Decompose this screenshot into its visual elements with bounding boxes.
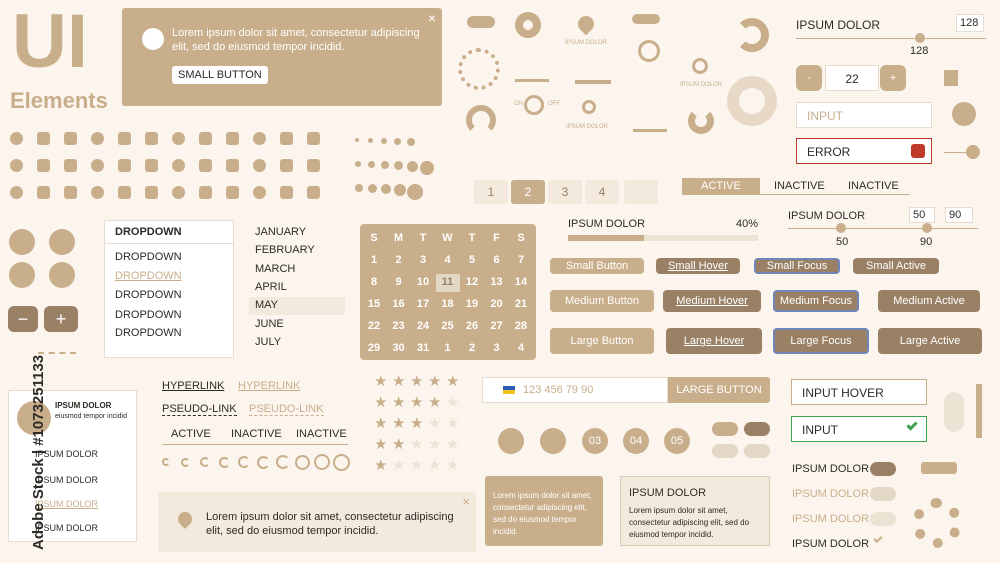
grid-icon[interactable] xyxy=(10,132,23,145)
tab-top-active[interactable]: ACTIVE xyxy=(682,178,760,194)
moon-loader-icon xyxy=(238,456,250,468)
star-icon[interactable]: ★ xyxy=(428,373,442,390)
moon-loader-icon xyxy=(162,458,170,466)
large-button-active[interactable]: Large Active xyxy=(878,328,982,354)
slider-top-track[interactable] xyxy=(796,38,986,39)
month-item[interactable]: JUNE xyxy=(255,317,284,330)
star-icon[interactable] xyxy=(307,186,320,199)
star-icon[interactable]: ★ xyxy=(428,415,442,432)
calendar-weekday: T xyxy=(468,232,476,244)
input-hover[interactable]: INPUT HOVER xyxy=(791,379,927,405)
toggle-label-1: IPSUM DOLOR xyxy=(792,463,870,475)
loader-moons xyxy=(162,454,362,474)
star-icon[interactable]: ★ xyxy=(392,415,406,432)
list-title: IPSUM DOLOR xyxy=(55,401,112,410)
progress-dot xyxy=(368,138,373,143)
stepper-minus-button[interactable]: - xyxy=(796,65,822,91)
ring-loader-icon xyxy=(466,105,496,135)
calendar-day[interactable]: 11 xyxy=(436,274,460,292)
moon-loader-icon xyxy=(257,456,270,469)
range-thumb-hi[interactable] xyxy=(922,223,932,233)
calendar-day[interactable]: 1 xyxy=(444,342,451,354)
calendar-day[interactable]: 10 xyxy=(416,276,430,288)
step-check-2[interactable] xyxy=(540,428,566,454)
table-icon[interactable] xyxy=(64,132,77,145)
camera-button[interactable] xyxy=(49,262,75,288)
range-max-input[interactable]: 90 xyxy=(945,207,973,223)
sunburst-loader-icon xyxy=(912,498,962,548)
calendar-day[interactable]: 13 xyxy=(490,276,503,288)
bag-icon[interactable] xyxy=(118,186,131,199)
error-input[interactable]: ERROR xyxy=(796,138,932,164)
moon-loader-icon xyxy=(295,455,310,470)
tab-bottom-active[interactable]: ACTIVE xyxy=(171,428,211,440)
calendar-day[interactable]: 12 xyxy=(465,276,479,288)
large-button-focus[interactable]: Large Focus xyxy=(773,328,869,354)
grid-button[interactable] xyxy=(9,262,35,288)
page-3[interactable]: 3 xyxy=(548,180,582,204)
tooltip-1-text: Lorem ipsum dolor sit amet, consectetur adipiscing elit, sed do eiusmod tempor incidid. xyxy=(493,491,592,536)
progress-dot xyxy=(407,161,418,172)
calendar-day[interactable]: 2 xyxy=(395,254,402,266)
calendar-day[interactable]: 24 xyxy=(416,320,430,332)
dropdown-item[interactable]: DROPDOWN xyxy=(115,309,182,321)
star-icon[interactable]: ★ xyxy=(374,394,388,411)
sun-icon[interactable] xyxy=(280,159,293,172)
phone-input[interactable] xyxy=(482,377,668,403)
toggle-2[interactable] xyxy=(870,487,896,501)
range-thumb-lo[interactable] xyxy=(836,223,846,233)
location-pin-icon xyxy=(575,13,598,36)
calendar-day[interactable]: 19 xyxy=(465,298,479,310)
close-icon[interactable]: × xyxy=(427,10,436,26)
calendar-day[interactable]: 27 xyxy=(490,320,503,332)
close-x-icon[interactable] xyxy=(280,186,293,199)
toggle-small-3[interactable] xyxy=(712,444,738,458)
progress-dot xyxy=(355,184,363,192)
alert-top-text: Lorem ipsum dolor sit amet, consectetur adipiscing elit, sed do eiusmod tempor incidid. xyxy=(172,27,420,53)
month-item[interactable]: JULY xyxy=(255,335,282,348)
star-icon[interactable]: ★ xyxy=(410,394,424,411)
slider-top-value-input[interactable]: 128 xyxy=(956,14,984,32)
progress-dot xyxy=(394,161,403,170)
tooltip-2 xyxy=(620,476,770,546)
tooltip-2-title: IPSUM DOLOR xyxy=(629,487,707,499)
hyperlink-visited[interactable]: HYPERLINK xyxy=(238,380,301,392)
calendar-day[interactable]: 15 xyxy=(367,298,381,310)
cart-icon[interactable] xyxy=(226,159,239,172)
chevron-right-icon[interactable] xyxy=(172,132,185,145)
input-field[interactable]: INPUT xyxy=(796,102,932,128)
tab-bottom-inactive-1[interactable]: INACTIVE xyxy=(231,428,282,440)
pie-icon xyxy=(727,76,777,126)
range-track[interactable] xyxy=(788,228,978,229)
month-list xyxy=(249,224,345,354)
location-icon xyxy=(175,509,195,529)
slider-top-label: IPSUM DOLOR xyxy=(796,18,881,32)
list-item-hover[interactable]: IPSUM DOLOR xyxy=(35,499,99,509)
flag-icon[interactable] xyxy=(10,186,23,199)
close-icon[interactable] xyxy=(118,159,131,172)
camera-icon[interactable] xyxy=(64,159,77,172)
title-ui: UI xyxy=(12,0,88,84)
half-donut-icon xyxy=(688,108,714,134)
toggle-3[interactable] xyxy=(870,512,896,526)
mail-icon[interactable] xyxy=(199,159,212,172)
check-icon[interactable] xyxy=(172,186,185,199)
dropdown-header[interactable]: DROPDOWN xyxy=(115,226,182,238)
toggle-small-2[interactable] xyxy=(744,422,770,436)
moon-loader-icon xyxy=(276,455,290,469)
vertical-stepper[interactable] xyxy=(944,392,964,432)
dropdown-item[interactable]: DROPDOWN xyxy=(115,289,182,301)
tab-top-inactive-1[interactable]: INACTIVE xyxy=(774,180,825,192)
calendar-day[interactable]: 28 xyxy=(514,320,528,332)
star-icon[interactable]: ★ xyxy=(374,457,388,474)
flag-icon xyxy=(503,386,515,394)
hyperlink[interactable]: HYPERLINK xyxy=(162,380,225,392)
gear-icon[interactable] xyxy=(307,132,320,145)
calendar-day[interactable]: 18 xyxy=(441,298,454,310)
settings-icon[interactable] xyxy=(280,132,293,145)
calendar-day[interactable]: 31 xyxy=(416,342,430,354)
tooltip-1 xyxy=(485,476,603,546)
dropdown-item[interactable]: DROPDOWN xyxy=(115,327,182,339)
tab-bottom-inactive-2[interactable]: INACTIVE xyxy=(296,428,347,440)
toggle-1[interactable] xyxy=(870,462,896,476)
phone-icon[interactable] xyxy=(226,186,239,199)
slider-top-readout: 128 xyxy=(910,45,929,57)
step-03[interactable]: 03 xyxy=(582,428,608,454)
toggle-on-label: ON xyxy=(514,101,523,107)
star-icon[interactable]: ★ xyxy=(410,373,424,390)
pseudo-link-visited[interactable]: PSEUDO-LINK xyxy=(249,403,324,415)
plus-button[interactable]: + xyxy=(44,306,78,332)
star-icon[interactable]: ★ xyxy=(374,436,388,453)
search-icon[interactable] xyxy=(145,159,158,172)
minus-button[interactable]: − xyxy=(8,306,38,332)
menu-icon[interactable] xyxy=(91,132,104,145)
page-4[interactable]: 4 xyxy=(585,180,619,204)
star-icon[interactable]: ★ xyxy=(410,457,424,474)
progress-fill xyxy=(568,235,644,241)
calendar xyxy=(360,224,536,360)
calendar-day[interactable]: 9 xyxy=(395,276,402,288)
vertical-scrollbar[interactable] xyxy=(976,384,982,438)
progress-dot xyxy=(420,161,434,175)
progress-dot xyxy=(394,184,406,196)
star-icon[interactable]: ★ xyxy=(374,373,388,390)
toggle-off-label: OFF xyxy=(548,101,560,107)
calendar-weekday: W xyxy=(442,232,453,244)
alert-bottom-text: Lorem ipsum dolor sit amet, consectetur adipiscing elit, sed do eiusmod tempor incidid. xyxy=(206,511,454,537)
progress-value: 40% xyxy=(736,218,759,230)
large-button[interactable]: LARGE BUTTON xyxy=(668,377,770,403)
medium-button-default[interactable]: Medium Button xyxy=(550,290,654,312)
moon-loader-icon xyxy=(200,457,210,467)
large-button-default[interactable]: Large Button xyxy=(550,328,654,354)
calendar-day[interactable]: 29 xyxy=(367,342,381,354)
donut-chart-icon xyxy=(515,12,541,38)
calendar-weekday: F xyxy=(493,232,500,244)
watermark: Adobe Stock | #1073251133 xyxy=(30,354,47,550)
list-sub: eiusmod tempor incidid xyxy=(55,413,127,420)
medium-button-focus[interactable]: Medium Focus xyxy=(773,290,859,312)
slider-top-thumb[interactable] xyxy=(915,33,925,43)
progress-label: IPSUM DOLOR xyxy=(568,218,646,230)
alarm-icon[interactable] xyxy=(199,186,212,199)
month-item[interactable]: APRIL xyxy=(255,280,287,293)
add-icon[interactable] xyxy=(64,186,77,199)
progress-dot xyxy=(381,161,389,169)
calendar-day[interactable]: 26 xyxy=(465,320,479,332)
list-item[interactable]: IPSUM DOLOR xyxy=(35,449,99,459)
progress-dot xyxy=(381,184,391,194)
stats-icon[interactable] xyxy=(172,159,185,172)
progress-dot xyxy=(368,161,375,168)
error-icon xyxy=(911,144,925,158)
mini-slider-thumb[interactable] xyxy=(966,145,980,159)
step-check-1[interactable] xyxy=(498,428,524,454)
tooltip-2-text: Lorem ipsum dolor sit amet, consectetur adipiscing elit, sed do eiusmod tempor incidid. xyxy=(629,506,750,539)
location-icon xyxy=(692,58,708,74)
lock-icon[interactable] xyxy=(145,186,158,199)
heart-button[interactable] xyxy=(9,229,35,255)
medium-button-hover[interactable]: Medium Hover xyxy=(663,290,761,312)
small-button-focus[interactable]: Small Focus xyxy=(754,258,840,274)
radial-gauge-icon xyxy=(735,18,769,52)
pin-icon xyxy=(582,100,596,114)
star-icon[interactable]: ★ xyxy=(428,436,442,453)
small-button-hover[interactable]: Small Hover xyxy=(656,258,740,274)
stepper-value[interactable]: 22 xyxy=(825,65,879,91)
calendar-day[interactable]: 1 xyxy=(370,254,378,266)
tab-top-inactive-2[interactable]: INACTIVE xyxy=(848,180,899,192)
star-ratings xyxy=(374,372,469,482)
wrench-icon[interactable] xyxy=(253,159,266,172)
heart-icon[interactable] xyxy=(253,132,266,145)
calendar-weekday: S xyxy=(517,232,525,244)
star-icon[interactable]: ★ xyxy=(392,394,406,411)
bar-chart-icon xyxy=(515,58,549,82)
pseudo-link[interactable]: PSEUDO-LINK xyxy=(162,403,237,415)
small-button-default[interactable]: Small Button xyxy=(550,258,644,274)
calendar-day[interactable]: 2 xyxy=(468,342,476,354)
page-1[interactable]: 1 xyxy=(474,180,508,204)
input-valid[interactable]: INPUT xyxy=(791,416,927,442)
mobile-icon[interactable] xyxy=(253,186,266,199)
calendar-day[interactable]: 20 xyxy=(490,298,503,310)
star-icon[interactable]: ★ xyxy=(446,415,460,432)
calendar-day[interactable]: 14 xyxy=(514,276,528,288)
list-item[interactable]: IPSUM DOLOR xyxy=(35,475,99,485)
month-item[interactable]: MARCH xyxy=(255,262,296,275)
calendar-day[interactable]: 4 xyxy=(444,254,451,266)
close-icon[interactable]: × xyxy=(462,494,470,509)
star-icon[interactable]: ★ xyxy=(446,457,460,474)
spinner-label-2: IPSUM DOLOR xyxy=(566,124,609,130)
calendar-day[interactable]: 22 xyxy=(367,320,381,332)
list-icon[interactable] xyxy=(37,132,50,145)
toggle-label-3: IPSUM DOLOR xyxy=(792,513,870,525)
moon-loader-icon xyxy=(314,454,330,470)
calendar-weekday: T xyxy=(419,232,427,244)
alert-bottom xyxy=(158,492,476,552)
step-04[interactable]: 04 xyxy=(623,428,649,454)
toggle-label-2: IPSUM DOLOR xyxy=(792,488,870,500)
star-icon[interactable]: ★ xyxy=(410,436,424,453)
small-button[interactable]: SMALL BUTTON xyxy=(172,66,268,84)
progress-dot xyxy=(407,184,423,200)
month-item[interactable]: JANUARY xyxy=(255,226,307,238)
toggle-label-4: IPSUM DOLOR xyxy=(792,538,870,550)
puzzle-icon[interactable] xyxy=(307,159,320,172)
tabs-top xyxy=(682,178,912,196)
progress-dot xyxy=(381,138,387,144)
moon-loader-icon xyxy=(181,458,190,467)
medium-button-active[interactable]: Medium Active xyxy=(878,290,980,312)
star-icon[interactable]: ★ xyxy=(410,415,424,432)
progress-bar xyxy=(568,235,758,241)
spinner-label-1: IPSUM DOLOR xyxy=(565,40,608,46)
month-item[interactable]: MAY xyxy=(249,297,345,315)
loader-circles-icon xyxy=(458,48,500,90)
calendar-day[interactable]: 25 xyxy=(441,320,454,332)
toggle-switch-wide[interactable] xyxy=(921,462,957,474)
calendar-day[interactable]: 16 xyxy=(392,298,405,310)
undo-icon[interactable] xyxy=(226,132,239,145)
range-hi-readout: 90 xyxy=(920,236,933,248)
map-pin-icon xyxy=(575,62,611,84)
progress-dot xyxy=(394,138,401,145)
more-icon[interactable] xyxy=(952,102,976,126)
small-button-active[interactable]: Small Active xyxy=(853,258,939,274)
star-icon[interactable]: ★ xyxy=(392,457,406,474)
range-min-input[interactable]: 50 xyxy=(909,207,935,223)
range-lo-readout: 50 xyxy=(836,236,849,248)
progress-dots xyxy=(355,138,445,198)
calendar-day[interactable]: 6 xyxy=(493,254,500,266)
page-2[interactable]: 2 xyxy=(511,180,545,204)
alert-top xyxy=(122,8,442,106)
checkbox-icon[interactable] xyxy=(873,534,882,543)
range-label: IPSUM DOLOR xyxy=(788,210,866,222)
calendar-day[interactable]: 17 xyxy=(416,298,430,310)
step-05[interactable]: 05 xyxy=(664,428,690,454)
stepper-plus-button[interactable]: + xyxy=(880,65,906,91)
chevron-down-icon[interactable] xyxy=(199,132,212,145)
calendar-day[interactable]: 23 xyxy=(392,320,405,332)
star-icon[interactable]: ★ xyxy=(446,436,460,453)
calendar-day[interactable]: 7 xyxy=(517,254,525,266)
dropdown[interactable] xyxy=(104,220,234,358)
dropdown-item[interactable]: DROPDOWN xyxy=(115,251,182,263)
large-button-hover[interactable]: Large Hover xyxy=(666,328,762,354)
button-grid xyxy=(548,258,988,358)
calendar-day[interactable]: 8 xyxy=(370,276,378,288)
next-page-icon[interactable] xyxy=(624,180,658,204)
title-elements: Elements xyxy=(10,88,108,113)
star-icon[interactable]: ★ xyxy=(392,436,406,453)
star-icon[interactable]: ★ xyxy=(428,394,442,411)
spinner-label-3: IPSUM DOLOR xyxy=(680,82,723,88)
user-button[interactable] xyxy=(49,229,75,255)
progress-dot xyxy=(407,138,415,146)
calendar-weekday: S xyxy=(370,232,378,244)
progress-dot xyxy=(355,161,361,167)
star-icon[interactable]: ★ xyxy=(374,415,388,432)
progress-dot xyxy=(368,184,377,193)
power-toggle-icon-2[interactable] xyxy=(638,40,660,62)
star-icon[interactable]: ★ xyxy=(446,394,460,411)
sparkle-icon[interactable] xyxy=(37,186,50,199)
chart-icon xyxy=(633,108,667,132)
progress-dot xyxy=(355,138,359,142)
star-icon[interactable]: ★ xyxy=(428,457,442,474)
location-icon[interactable] xyxy=(91,159,104,172)
calendar-day[interactable]: 4 xyxy=(517,342,525,354)
list-left xyxy=(8,390,137,542)
icon-grid xyxy=(10,132,330,202)
toggle-small-1[interactable] xyxy=(712,422,738,436)
dropdown-item-hover[interactable]: DROPDOWN xyxy=(115,270,182,282)
moon-loader-icon xyxy=(333,454,350,471)
star-icon[interactable]: ★ xyxy=(446,373,460,390)
power-toggle-icon[interactable] xyxy=(524,95,544,115)
calendar-day[interactable]: 21 xyxy=(514,298,528,310)
calendar-day[interactable]: 3 xyxy=(419,254,427,266)
moon-loader-icon xyxy=(219,457,230,468)
star-icon[interactable]: ★ xyxy=(392,373,406,390)
calendar-day[interactable]: 30 xyxy=(392,342,405,354)
phone-placeholder: 123 456 79 90 xyxy=(523,384,594,396)
user-icon[interactable] xyxy=(37,159,50,172)
arrow-icon xyxy=(38,352,76,354)
pagination xyxy=(474,180,664,204)
bookmark-icon[interactable] xyxy=(944,70,958,86)
user-icon xyxy=(142,28,164,50)
remove-icon[interactable] xyxy=(91,186,104,199)
gauge-icon xyxy=(632,14,660,24)
loader-dots-icon xyxy=(467,16,495,28)
align-icon[interactable] xyxy=(118,132,131,145)
month-item[interactable]: FEBRUARY xyxy=(255,244,315,257)
calendar-day[interactable]: 5 xyxy=(468,254,476,266)
swap-icon[interactable] xyxy=(10,159,23,172)
list-item[interactable]: IPSUM DOLOR xyxy=(35,523,99,533)
chevron-left-icon[interactable] xyxy=(145,132,158,145)
toggle-small-4[interactable] xyxy=(744,444,770,458)
calendar-weekday: M xyxy=(393,232,404,244)
calendar-day[interactable]: 3 xyxy=(493,342,500,354)
